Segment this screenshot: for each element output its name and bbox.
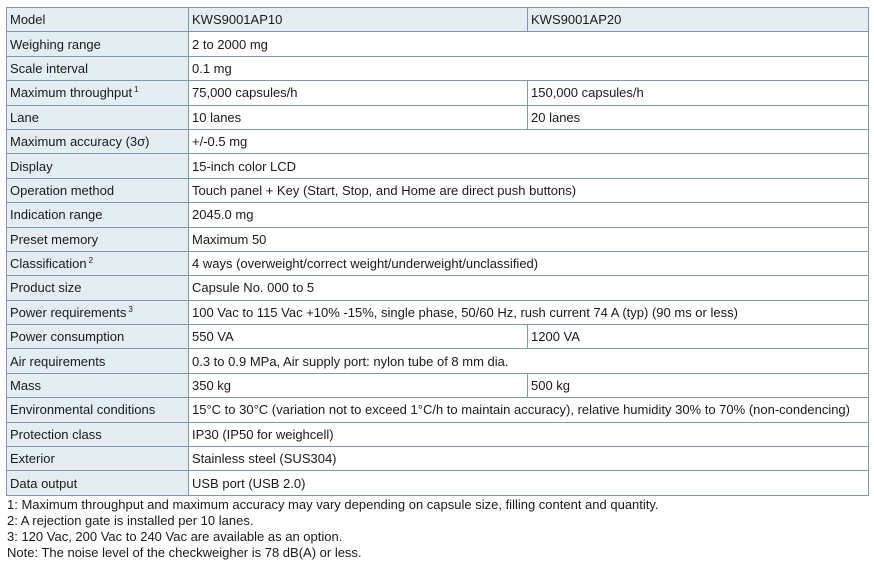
spec-value-model-a: 550 VA: [189, 325, 528, 349]
spec-label: [7, 178, 189, 202]
spec-label: [7, 251, 189, 275]
spec-label: [7, 276, 189, 300]
spec-row: [7, 325, 869, 349]
spec-value: 4 ways (overweight/correct weight/underweight/unclassified): [189, 251, 869, 275]
spec-label: [7, 349, 189, 373]
spec-label-text: Protection class: [10, 426, 102, 442]
spec-label-text: Power consumption: [10, 329, 125, 345]
spec-value: 0.3 to 0.9 MPa, Air supply port: nylon tube of 8 mm dia.: [189, 349, 869, 373]
footnotes: [7, 497, 659, 561]
spec-label-text: Weighing range: [10, 36, 101, 52]
spec-label: [7, 447, 189, 471]
spec-row: [7, 276, 869, 300]
spec-label-text: Data output: [10, 475, 78, 491]
spec-row: [7, 471, 869, 495]
spec-value: 15°C to 30°C (variation not to exceed 1°C/h to maintain accuracy), relative humidity 30% to 70% (non-condencing): [189, 398, 869, 422]
spec-value: 2045.0 mg: [189, 203, 869, 227]
spec-row: [7, 251, 869, 275]
spec-label: [7, 227, 189, 251]
footnote-line: 1: Maximum throughput and maximum accuracy may vary depending on capsule size, filling content and quantity.: [7, 497, 659, 512]
spec-label-text: Scale interval: [10, 60, 89, 76]
spec-row: [7, 105, 869, 129]
spec-row: [7, 447, 869, 471]
spec-label-text: Product size: [10, 280, 82, 296]
spec-table: [6, 7, 869, 496]
spec-label: [7, 373, 189, 397]
spec-label: [7, 129, 189, 153]
spec-row: [7, 56, 869, 80]
spec-label-text: Operation method: [10, 182, 115, 198]
spec-label: [7, 203, 189, 227]
spec-value: 2 to 2000 mg: [189, 32, 869, 56]
spec-label-text: Maximum accuracy (3σ): [10, 134, 150, 150]
footnote-marker: 3: [128, 304, 133, 314]
spec-value-model-b: 1200 VA: [528, 325, 869, 349]
spec-label: [7, 105, 189, 129]
spec-value-model-b: 150,000 capsules/h: [528, 81, 869, 105]
footnote-line: Note: The noise level of the checkweigher is 78 dB(A) or less.: [7, 545, 362, 560]
spec-row: [7, 227, 869, 251]
footnote-marker: 2: [88, 256, 94, 266]
spec-row: [7, 81, 869, 105]
header-label: Model: [7, 8, 189, 32]
spec-label: [7, 81, 189, 105]
spec-value: Touch panel + Key (Start, Stop, and Home are direct push buttons): [189, 178, 869, 202]
spec-row: [7, 349, 869, 373]
spec-label-text: Lane: [10, 109, 39, 125]
spec-label-text: Air requirements: [10, 353, 106, 369]
spec-label: [7, 398, 189, 422]
spec-table-body: [7, 8, 869, 496]
footnote-line: 2: A rejection gate is installed per 10 lanes.: [7, 513, 254, 528]
spec-value: +/-0.5 mg: [189, 129, 869, 153]
header-model-a: KWS9001AP10: [189, 8, 528, 32]
header-model-b: KWS9001AP20: [528, 8, 869, 32]
spec-value: Maximum 50: [189, 227, 869, 251]
spec-value: 15-inch color LCD: [189, 154, 869, 178]
spec-label: [7, 300, 189, 324]
spec-label-text: Preset memory: [10, 231, 99, 247]
spec-row: [7, 300, 869, 324]
spec-label: [7, 32, 189, 56]
spec-label-text: Mass: [10, 378, 42, 394]
spec-value-model-b: 500 kg: [528, 373, 869, 397]
spec-value: 100 Vac to 115 Vac +10% -15%, single phase, 50/60 Hz, rush current 74 A (typ) (90 ms or less): [189, 300, 869, 324]
spec-label: [7, 422, 189, 446]
spec-label: [7, 56, 189, 80]
footnote-marker: 1: [134, 85, 139, 95]
spec-label: [7, 154, 189, 178]
spec-label: [7, 325, 189, 349]
spec-row: [7, 422, 869, 446]
spec-label-text: Exterior: [10, 451, 55, 467]
spec-value-model-a: 10 lanes: [189, 105, 528, 129]
spec-value-model-a: 75,000 capsules/h: [189, 81, 528, 105]
spec-row: [7, 129, 869, 153]
spec-label-text: Classification: [10, 256, 87, 272]
spec-value: IP30 (IP50 for weighcell): [189, 422, 869, 446]
spec-value-model-b: 20 lanes: [528, 105, 869, 129]
spec-label-text: Maximum throughput: [10, 85, 133, 101]
spec-label-text: Indication range: [10, 207, 103, 223]
spec-value-model-a: 350 kg: [189, 373, 528, 397]
spec-label-text: Power requirements: [10, 304, 127, 320]
spec-row: [7, 373, 869, 397]
spec-label-text: Display: [10, 158, 53, 174]
spec-label: [7, 471, 189, 495]
spec-row: [7, 154, 869, 178]
spec-value: 0.1 mg: [189, 56, 869, 80]
spec-value: Capsule No. 000 to 5: [189, 276, 869, 300]
footnote-line: 3: 120 Vac, 200 Vac to 240 Vac are available as an option.: [7, 529, 343, 544]
spec-row: [7, 398, 869, 422]
spec-row: [7, 203, 869, 227]
spec-value: USB port (USB 2.0): [189, 471, 869, 495]
header-row: [7, 8, 869, 32]
spec-row: [7, 32, 869, 56]
spec-label-text: Environmental conditions: [10, 402, 156, 418]
spec-value: Stainless steel (SUS304): [189, 447, 869, 471]
spec-row: [7, 178, 869, 202]
